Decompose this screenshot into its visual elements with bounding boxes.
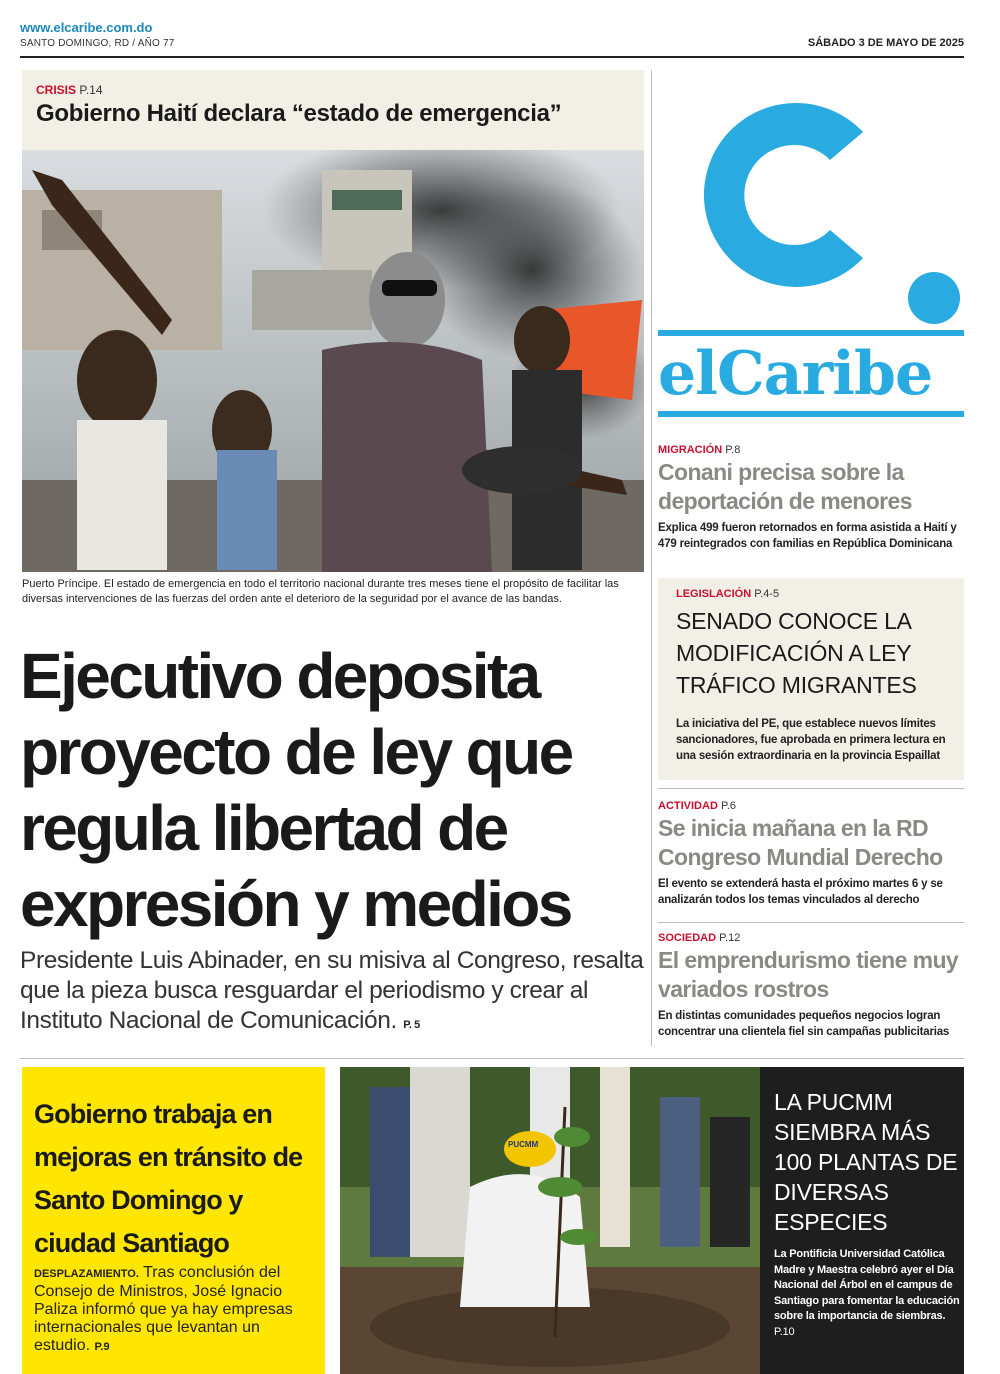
kicker-page: P.8 [725, 444, 741, 456]
logo-bar-bottom [658, 411, 964, 417]
lead-deck [20, 946, 650, 1040]
c-letter-icon [658, 70, 964, 332]
top-story-kicker [36, 83, 103, 97]
bottom-rule [20, 1058, 964, 1059]
side-kicker [658, 444, 964, 456]
transit-label: DESPLAZAMIENTO. [34, 1268, 139, 1280]
side-headline[interactable]: Conani precisa sobre la deportación de menores [658, 459, 912, 514]
photo-caption: Puerto Príncipe. El estado de emergencia en todo el territorio nacional durante tres meses tiene el propósito de facilitar las diversas intervenciones de las fuerzas del orden ante el deterioro de la seguridad por el avance de las bandas. [22, 578, 619, 605]
kicker-label: SOCIEDAD [658, 932, 717, 944]
side-kicker [658, 800, 964, 812]
lead-page: P. 5 [403, 1019, 420, 1031]
side-headline[interactable]: El emprendurismo tiene muy variados rostros [658, 947, 959, 1002]
side-rule [658, 788, 964, 789]
kicker-page: P.12 [719, 932, 741, 944]
lead-deck-text: Presidente Luis Abinader, en su misiva al Congreso, resalta que la pieza busca resguardar el periodismo y crear al Instituto Nacional de Comunicación. [20, 947, 644, 1034]
transit-page: P.9 [94, 1341, 110, 1353]
lead-headline[interactable]: Ejecutivo deposita proyecto de ley que regula libertad de expresión y medios [20, 640, 572, 940]
kicker-label: MIGRACIÓN [658, 444, 723, 456]
side-deck: Explica 499 fueron retornados en forma asistida a Haití y 479 reintegrados con familias en República Dominicana [658, 522, 957, 550]
side-deck: La iniciativa del PE, que establece nuevos límites sancionadores, fue aprobada en primera lectura en una sesión extraordinaria en la provincia Espaillat [676, 718, 946, 762]
pucmm-story-box[interactable] [760, 1067, 964, 1374]
kicker-label: CRISIS [36, 83, 77, 97]
kicker-page: P.4-5 [754, 588, 780, 600]
header-rule [20, 56, 964, 58]
kicker-label: LEGISLACIÓN [676, 588, 752, 600]
transit-story-box[interactable] [22, 1067, 325, 1374]
protest-photo[interactable] [22, 150, 644, 572]
logo-bar-top [658, 330, 964, 336]
pucmm-deck [774, 1247, 960, 1340]
side-headline[interactable]: SENADO CONOCE LA MODIFICACIÓN A LEY TRÁFICO MIGRANTES [676, 608, 917, 698]
transit-headline[interactable]: Gobierno trabaja en mejoras en tránsito de Santo Domingo y ciudad Santiago [34, 1099, 303, 1258]
side-kicker [658, 932, 964, 944]
side-story-migracion[interactable] [658, 444, 964, 552]
city-year: SANTO DOMINGO, RD / AÑO 77 [20, 38, 175, 49]
pucmm-deck-text: La Pontificia Universidad Católica Madre y Maestra celebró ayer el Día Nacional del Árbol en el campus de Santiago para fomentar la educación sobre la importancia de siembras. [774, 1248, 960, 1322]
pucmm-headline[interactable]: LA PUCMM SIEMBRA MÁS 100 PLANTAS DE DIVERSAS ESPECIES [774, 1089, 958, 1235]
side-rule [658, 922, 964, 923]
site-url[interactable]: www.elcaribe.com.do [20, 20, 153, 35]
cap-text: PUCMM [508, 1140, 539, 1149]
issue-date: SÁBADO 3 DE MAYO DE 2025 [807, 37, 964, 49]
tree-planting-illustration [340, 1067, 760, 1374]
masthead-name[interactable]: elCaribe [658, 339, 933, 409]
side-story-legislacion[interactable] [658, 578, 964, 780]
pucmm-page: P.10 [774, 1325, 795, 1338]
side-headline[interactable]: Se inicia mañana en la RD Congreso Mundial Derecho [658, 815, 943, 870]
column-divider [651, 70, 652, 1046]
kicker-page: P.14 [79, 83, 103, 97]
transit-deck [34, 1264, 314, 1356]
side-deck: En distintas comunidades pequeños negocios logran concentrar una clientela fiel sin campañas publicitarias [658, 1010, 950, 1038]
kicker-page: P.6 [720, 800, 737, 812]
side-story-actividad[interactable] [658, 800, 964, 908]
protest-photo-illustration [22, 150, 644, 572]
side-kicker [676, 588, 779, 600]
top-story-banner[interactable] [22, 70, 644, 150]
kicker-label: ACTIVIDAD [658, 800, 718, 812]
top-story-headline[interactable]: Gobierno Haití declara “estado de emergencia” [36, 100, 562, 127]
tree-planting-photo[interactable] [340, 1067, 760, 1374]
side-deck: El evento se extenderá hasta el próximo martes 6 y se analizarán todos los temas vinculados al derecho [658, 878, 943, 906]
transit-deck-text: Tras conclusión del Consejo de Ministros, José Ignacio Paliza informó que ya hay empresas internacionales que levantan un estudio. [34, 1264, 293, 1354]
side-story-sociedad[interactable] [658, 932, 964, 1040]
